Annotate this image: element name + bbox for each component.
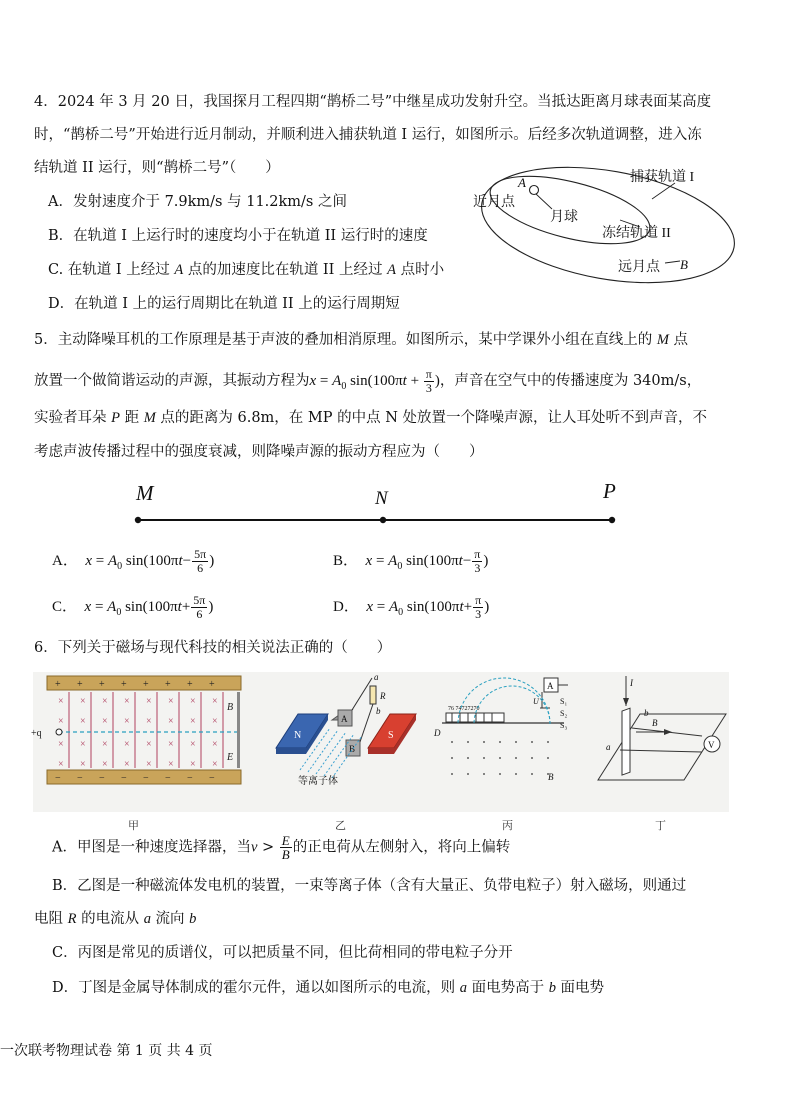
q4-stem-line3: 结轨道 II 运行，则“鹊桥二号”（ ） bbox=[34, 160, 280, 176]
svg-text:×: × bbox=[146, 696, 152, 707]
ding-b-label: B bbox=[652, 718, 658, 728]
q5-stem-line4: 考虑声波传播过程中的强度衰减，则降噪声源的振动方程应为（ ） bbox=[34, 444, 484, 460]
yi-a-point: a bbox=[374, 672, 379, 682]
label-m: M bbox=[136, 481, 154, 505]
svg-text:×: × bbox=[212, 696, 218, 707]
q6-option-b-line1: B．乙图是一种磁流体发电机的装置，一束等离子体（含有大量正、负带电粒子）射入磁场，则通过 bbox=[52, 878, 687, 894]
svg-text:×: × bbox=[168, 739, 174, 750]
svg-text:×: × bbox=[190, 716, 196, 727]
yi-b-point: b bbox=[376, 706, 381, 716]
svg-text:+: + bbox=[99, 679, 105, 690]
q6-option-a: A．甲图是一种速度选择器，当v > $\frac{E}{B}$ 的正电荷从左侧射入，将向上偏转 bbox=[52, 833, 511, 862]
svg-text:×: × bbox=[80, 696, 86, 707]
q5-stem-line2: 放置一个做简谐运动的声源，其振动方程为$x = A_0$ sin(100πt + $\frac{\pi}{3}$ )，声音在空气中的传播速度为 340m/s， bbox=[34, 367, 702, 395]
moon-label: 月球 bbox=[550, 210, 578, 225]
svg-text:×: × bbox=[80, 716, 86, 727]
svg-text:+: + bbox=[121, 679, 127, 690]
bing-s3-label: S₃ bbox=[560, 721, 568, 730]
q5-option-a: A． $x = A_0$ sin(100πt− $\frac{5\pi}{6}$ ) bbox=[52, 547, 215, 576]
yi-plasma-label: 等离子体 bbox=[298, 776, 338, 787]
yi-n-label: N bbox=[294, 730, 302, 741]
svg-text:×: × bbox=[190, 739, 196, 750]
ding-a-label: a bbox=[606, 742, 611, 752]
q6-stem: 6．下列关于磁场与现代科技的相关说法正确的（ ） bbox=[34, 640, 392, 656]
fig-label-bing: 丙 bbox=[502, 819, 513, 832]
svg-text:×: × bbox=[102, 759, 108, 770]
bing-b-label: B bbox=[548, 772, 554, 782]
q5-stem-line1: 5．主动降噪耳机的工作原理是基于声波的叠加相消原理。如图所示，某中学课外小组在直线上的 M 点 bbox=[34, 332, 689, 348]
q6-option-d: D．丁图是金属导体制成的霍尔元件，通以如图所示的电流，则 a 面电势高于 b 面电势 bbox=[52, 980, 605, 996]
bing-scale-label: 76 74727270 bbox=[448, 706, 480, 712]
svg-text:+: + bbox=[165, 679, 171, 690]
yi-s-label: S bbox=[388, 730, 394, 741]
q6-option-c: C．丙图是常见的质谱仪，可以把质量不同，但比荷相同的带电粒子分开 bbox=[52, 945, 513, 961]
svg-text:×: × bbox=[58, 759, 64, 770]
bing-u-label: U bbox=[533, 697, 539, 706]
page-footer: 一次联考物理试卷 第 1 页 共 4 页 bbox=[0, 1043, 213, 1059]
svg-text:×: × bbox=[190, 696, 196, 707]
orbit-diagram bbox=[470, 165, 740, 285]
svg-text:×: × bbox=[168, 759, 174, 770]
figure-yi-mhd-generator bbox=[268, 672, 428, 812]
fig-label-jia: 甲 bbox=[128, 819, 139, 832]
svg-text:×: × bbox=[58, 716, 64, 727]
svg-text:×: × bbox=[58, 696, 64, 707]
svg-text:−: − bbox=[121, 773, 127, 784]
q5-option-b: B． $x = A_0$ sin(100πt− $\frac{\pi}{3}$ ) bbox=[333, 547, 489, 576]
svg-text:×: × bbox=[212, 739, 218, 750]
label-p: P bbox=[603, 479, 616, 503]
ding-b-face-label: b bbox=[644, 708, 649, 718]
q4-stem-line2: 时，“鹊桥二号”开始进行近月制动，并顺利进入捕获轨道 I 运行，如图所示。后经多次轨道调整，进入冻 bbox=[34, 127, 702, 143]
svg-text:×: × bbox=[124, 739, 130, 750]
svg-text:×: × bbox=[146, 759, 152, 770]
svg-text:×: × bbox=[212, 716, 218, 727]
svg-text:×: × bbox=[146, 716, 152, 727]
figure-bing-mass-spectrometer bbox=[432, 672, 592, 812]
svg-text:×: × bbox=[146, 739, 152, 750]
yi-r-label: R bbox=[380, 691, 386, 701]
label-n: N bbox=[375, 488, 388, 509]
svg-text:×: × bbox=[190, 759, 196, 770]
svg-text:×: × bbox=[102, 696, 108, 707]
svg-text:×: × bbox=[124, 716, 130, 727]
svg-text:×: × bbox=[124, 759, 130, 770]
svg-text:+: + bbox=[55, 679, 61, 690]
point-a-label: A bbox=[518, 175, 526, 190]
q4-option-d: D．在轨道 I 上的运行周期比在轨道 II 上的运行周期短 bbox=[48, 296, 400, 312]
svg-text:+: + bbox=[143, 679, 149, 690]
figure-jia-velocity-selector bbox=[33, 672, 243, 812]
q6-option-b-line2: 电阻 R 的电流从 a 流向 b bbox=[34, 911, 197, 927]
svg-text:−: − bbox=[143, 773, 149, 784]
q4-option-b: B．在轨道 I 上运行时的速度均小于在轨道 II 运行时的速度 bbox=[48, 228, 428, 244]
svg-text:−: − bbox=[209, 773, 215, 784]
near-point-label: 近月点 bbox=[473, 195, 515, 210]
capture-orbit-label: 捕获轨道 I bbox=[630, 170, 695, 185]
bing-s2-label: S₂ bbox=[560, 709, 568, 718]
svg-text:+: + bbox=[209, 679, 215, 690]
svg-text:×: × bbox=[102, 739, 108, 750]
svg-text:−: − bbox=[55, 773, 61, 784]
svg-text:×: × bbox=[80, 759, 86, 770]
svg-text:+: + bbox=[187, 679, 193, 690]
moon-circle bbox=[530, 186, 539, 195]
jia-q-label: +q bbox=[31, 728, 42, 739]
mnp-line-diagram bbox=[130, 478, 630, 533]
q4-option-a: A．发射速度介于 7.9km/s 与 11.2km/s 之间 bbox=[48, 194, 347, 210]
point-b-label: B bbox=[680, 257, 688, 272]
svg-text:×: × bbox=[168, 716, 174, 727]
jia-e-label: E bbox=[227, 752, 234, 763]
svg-text:×: × bbox=[102, 716, 108, 727]
q4-stem-line1: 4．2024 年 3 月 20 日，我国探月工程四期“鹊桥二号”中继星成功发射升空。当抵达距离月球表面某高度 bbox=[34, 94, 712, 110]
svg-text:×: × bbox=[168, 696, 174, 707]
fig-label-ding: 丁 bbox=[655, 819, 666, 832]
fig-label-yi: 乙 bbox=[335, 819, 346, 832]
svg-text:×: × bbox=[80, 739, 86, 750]
capture-orbit-ellipse bbox=[473, 150, 744, 301]
bing-s1-label: S₁ bbox=[560, 697, 568, 706]
q5-option-d: D． $x = A_0$ sin(100πt+ $\frac{\pi}{3}$ ) bbox=[333, 593, 490, 622]
source-equation: $x = A_0$ sin(100πt + $\frac{\pi}{3}$ ) bbox=[309, 367, 440, 395]
yi-a-label: A bbox=[341, 714, 348, 724]
bing-d-label: D bbox=[434, 728, 441, 738]
svg-text:×: × bbox=[124, 696, 130, 707]
q5-stem-line3: 实验者耳朵 P 距 M 点的距离为 6.8m，在 MP 的中点 N 处放置一个降噪声源，让人耳处听不到声音，不 bbox=[34, 410, 708, 426]
ding-i-label: I bbox=[630, 678, 633, 688]
q4-option-c: C. 在轨道 I 上经过 A 点的加速度比在轨道 II 上经过 A 点时小 bbox=[48, 262, 445, 278]
far-point-label: 远月点 bbox=[618, 260, 660, 275]
svg-text:−: − bbox=[77, 773, 83, 784]
svg-text:×: × bbox=[212, 759, 218, 770]
svg-text:×: × bbox=[58, 739, 64, 750]
svg-text:−: − bbox=[165, 773, 171, 784]
yi-bp-label: B bbox=[349, 744, 356, 754]
svg-text:+: + bbox=[77, 679, 83, 690]
figure-ding-hall-element bbox=[592, 672, 730, 812]
svg-text:−: − bbox=[99, 773, 105, 784]
q5-option-c: C． $x = A_0$ sin(100πt+ $\frac{5\pi}{6}$ ) bbox=[52, 593, 214, 622]
ding-voltmeter-label: V bbox=[708, 740, 715, 750]
frozen-orbit-label: 冻结轨道 II bbox=[602, 226, 671, 241]
svg-text:−: − bbox=[187, 773, 193, 784]
bing-a-label: A bbox=[547, 681, 554, 691]
jia-b-label: B bbox=[227, 702, 234, 713]
